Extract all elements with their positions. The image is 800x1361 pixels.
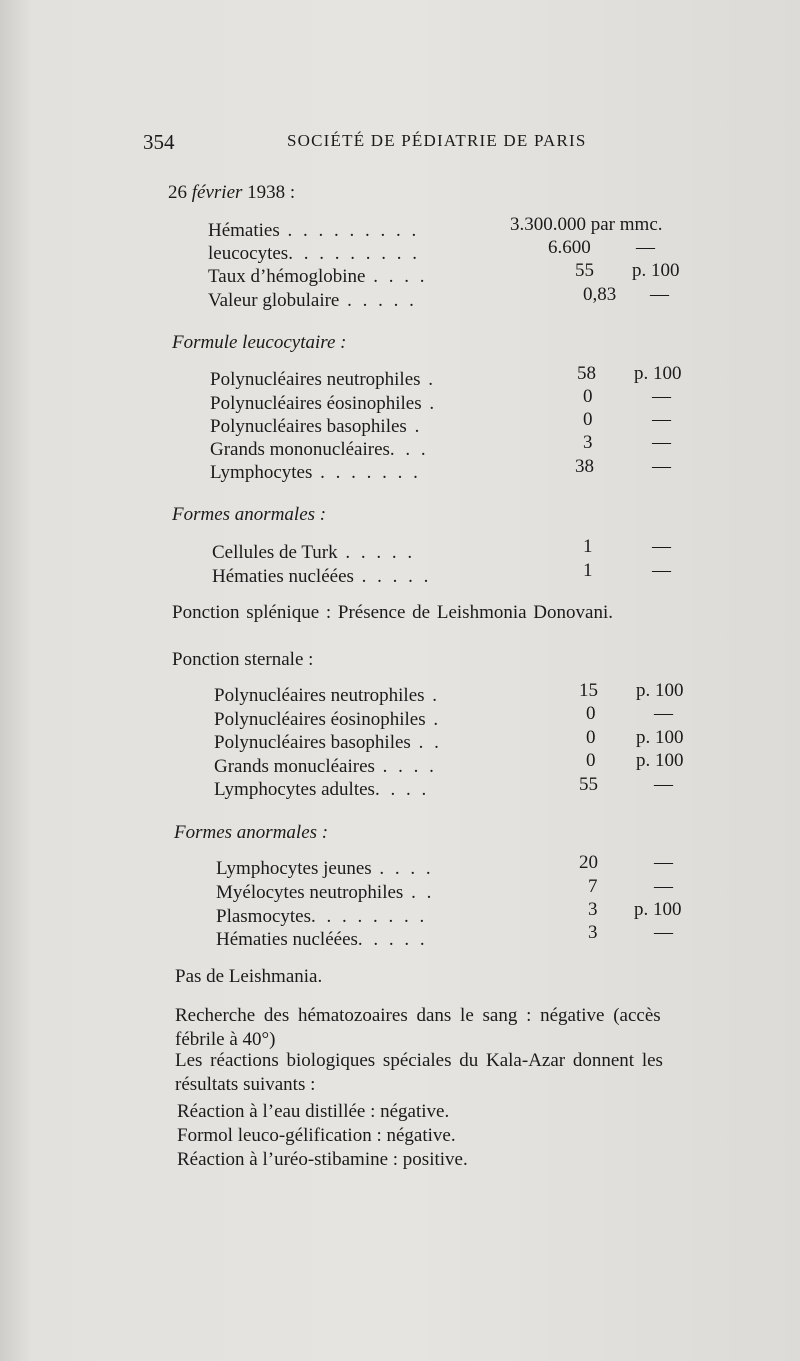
row-value: 38 — [575, 456, 594, 477]
page-number: 354 — [143, 130, 175, 154]
row-label: Hématies nucléées — [216, 929, 358, 950]
row-label: Lymphocytes — [210, 462, 313, 483]
row-value: 3 — [583, 432, 593, 453]
row-value: 1 — [583, 560, 593, 581]
section-heading: Formule leucocytaire : — [172, 332, 347, 353]
row-label: Lymphocytes adultes — [214, 779, 375, 800]
row-label: Hématies nucléées — [212, 566, 354, 587]
row-unit: — — [650, 284, 669, 305]
row-leader-dots: . . . . . — [337, 542, 416, 563]
ponction-splenique-line: Ponction splénique : Présence de Leishmonia Donovani. — [172, 602, 613, 623]
row-leader-dots: . . — [403, 882, 435, 903]
table-row — [208, 290, 417, 312]
row-unit: — — [652, 386, 671, 407]
row-leader-dots: . — [425, 709, 442, 730]
table-row — [210, 416, 422, 438]
row-label: Cellules de Turk — [212, 542, 338, 563]
table-row — [210, 393, 437, 415]
date-day: 26 — [168, 182, 187, 203]
row-leader-dots: . — [420, 369, 437, 390]
row-label: Grands monucléaires — [214, 756, 375, 777]
section-heading: Formes anormales : — [172, 504, 327, 525]
table-row — [214, 779, 429, 801]
row-label: Polynucléaires basophiles — [210, 416, 407, 437]
row-label: Polynucléaires neutrophiles — [214, 685, 425, 706]
row-unit: — — [636, 237, 655, 258]
row-unit: p. 100 — [632, 260, 680, 281]
table-row — [214, 685, 440, 707]
table-row — [216, 858, 434, 880]
row-label: Polynucléaires neutrophiles — [210, 369, 421, 390]
section-heading: Ponction sternale : — [172, 649, 314, 670]
row-value: 7 — [588, 876, 598, 897]
table-row — [214, 732, 442, 754]
row-value: 58 — [577, 363, 596, 384]
row-leader-dots: . . — [410, 732, 442, 753]
row-leader-dots: . . . . — [374, 779, 430, 800]
row-unit: — — [652, 456, 671, 477]
row-leader-dots: . . . . . — [339, 290, 417, 311]
date-year: 1938 : — [247, 182, 296, 203]
row-leader-dots: . — [406, 416, 423, 437]
table-row — [208, 266, 428, 288]
row-leader-dots: . — [421, 393, 438, 414]
row-leader-dots: . . . . . . . . — [311, 906, 428, 927]
row-value: 3 — [588, 922, 598, 943]
row-label: Polynucléaires basophiles — [214, 732, 411, 753]
date-line — [168, 182, 295, 204]
row-label: Lymphocytes jeunes — [216, 858, 372, 879]
row-label: Myélocytes neutrophiles — [216, 882, 404, 903]
row-value: 55 — [575, 260, 594, 281]
row-value: 0 — [586, 750, 596, 771]
row-label: Taux d’hémoglobine — [208, 266, 366, 287]
paragraph-line: Réaction à l’uréo-stibamine : positive. — [177, 1149, 468, 1170]
paragraph-line: Recherche des hématozoaires dans le sang : négative (accès — [175, 1005, 661, 1026]
table-row — [214, 709, 441, 731]
row-leader-dots: . . . . — [371, 858, 434, 879]
row-value: 6.600 — [548, 237, 591, 258]
table-row — [210, 462, 421, 484]
row-unit: — — [652, 432, 671, 453]
row-leader-dots: . . . . . . . . . — [279, 220, 420, 241]
row-unit: p. 100 — [636, 727, 684, 748]
section-heading: Formes anormales : — [174, 822, 329, 843]
row-leader-dots: . . . . — [374, 756, 437, 777]
row-label: Hématies — [208, 220, 280, 241]
row-unit: p. 100 — [636, 680, 684, 701]
row-leader-dots: . — [424, 685, 441, 706]
row-unit: p. 100 — [634, 899, 682, 920]
row-unit: — — [654, 852, 673, 873]
row-leader-dots: . . . . . . . . . — [288, 243, 420, 264]
table-row — [210, 369, 436, 391]
row-unit: — — [652, 409, 671, 430]
running-title: SOCIÉTÉ DE PÉDIATRIE DE PARIS — [287, 131, 587, 150]
row-unit: — — [652, 560, 671, 581]
row-label: Polynucléaires éosinophiles — [210, 393, 422, 414]
row-unit: — — [654, 703, 673, 724]
row-unit: — — [652, 536, 671, 557]
row-label: leucocytes — [208, 243, 289, 264]
row-value: 1 — [583, 536, 593, 557]
table-row — [216, 906, 427, 928]
row-value: 0 — [586, 727, 596, 748]
row-label: Plasmocytes — [216, 906, 311, 927]
table-row — [214, 756, 437, 778]
table-row — [208, 220, 419, 242]
row-leader-dots: . . . . . — [353, 566, 432, 587]
row-value: 0 — [586, 703, 596, 724]
row-value: 20 — [579, 852, 598, 873]
paragraph-line: fébrile à 40°) — [175, 1029, 276, 1050]
row-label: Valeur globulaire — [208, 290, 340, 311]
row-value: 0 — [583, 409, 593, 430]
row-value: 0,83 — [583, 284, 617, 305]
table-row — [208, 243, 420, 265]
row-label: Polynucléaires éosinophiles — [214, 709, 426, 730]
table-row — [212, 566, 431, 588]
row-value: 0 — [583, 386, 593, 407]
paragraph-line: Pas de Leishmania. — [175, 966, 323, 987]
row-value: 3.300.000 par mmc. — [510, 214, 663, 235]
row-unit: — — [654, 922, 673, 943]
paragraph-line: Réaction à l’eau distillée : négative. — [177, 1101, 450, 1122]
row-value: 15 — [579, 680, 598, 701]
date-month: février — [191, 182, 243, 203]
paragraph-line: Formol leuco-gélification : négative. — [177, 1125, 456, 1146]
row-label: Grands mononucléaires — [210, 439, 390, 460]
row-unit: p. 100 — [634, 363, 682, 384]
row-leader-dots: . . . — [389, 439, 429, 460]
row-unit: — — [654, 876, 673, 897]
row-leader-dots: . . . . . . . — [312, 462, 421, 483]
table-row — [216, 929, 428, 951]
paragraph-line: résultats suivants : — [175, 1074, 316, 1095]
table-row — [212, 542, 415, 564]
row-value: 55 — [579, 774, 598, 795]
row-leader-dots: . . . . . — [357, 929, 428, 950]
row-leader-dots: . . . . — [365, 266, 428, 287]
table-row — [216, 882, 434, 904]
table-row — [210, 439, 429, 461]
paragraph-line: Les réactions biologiques spéciales du Kala-Azar donnent les — [175, 1050, 663, 1071]
row-value: 3 — [588, 899, 598, 920]
row-unit: — — [654, 774, 673, 795]
row-unit: p. 100 — [636, 750, 684, 771]
